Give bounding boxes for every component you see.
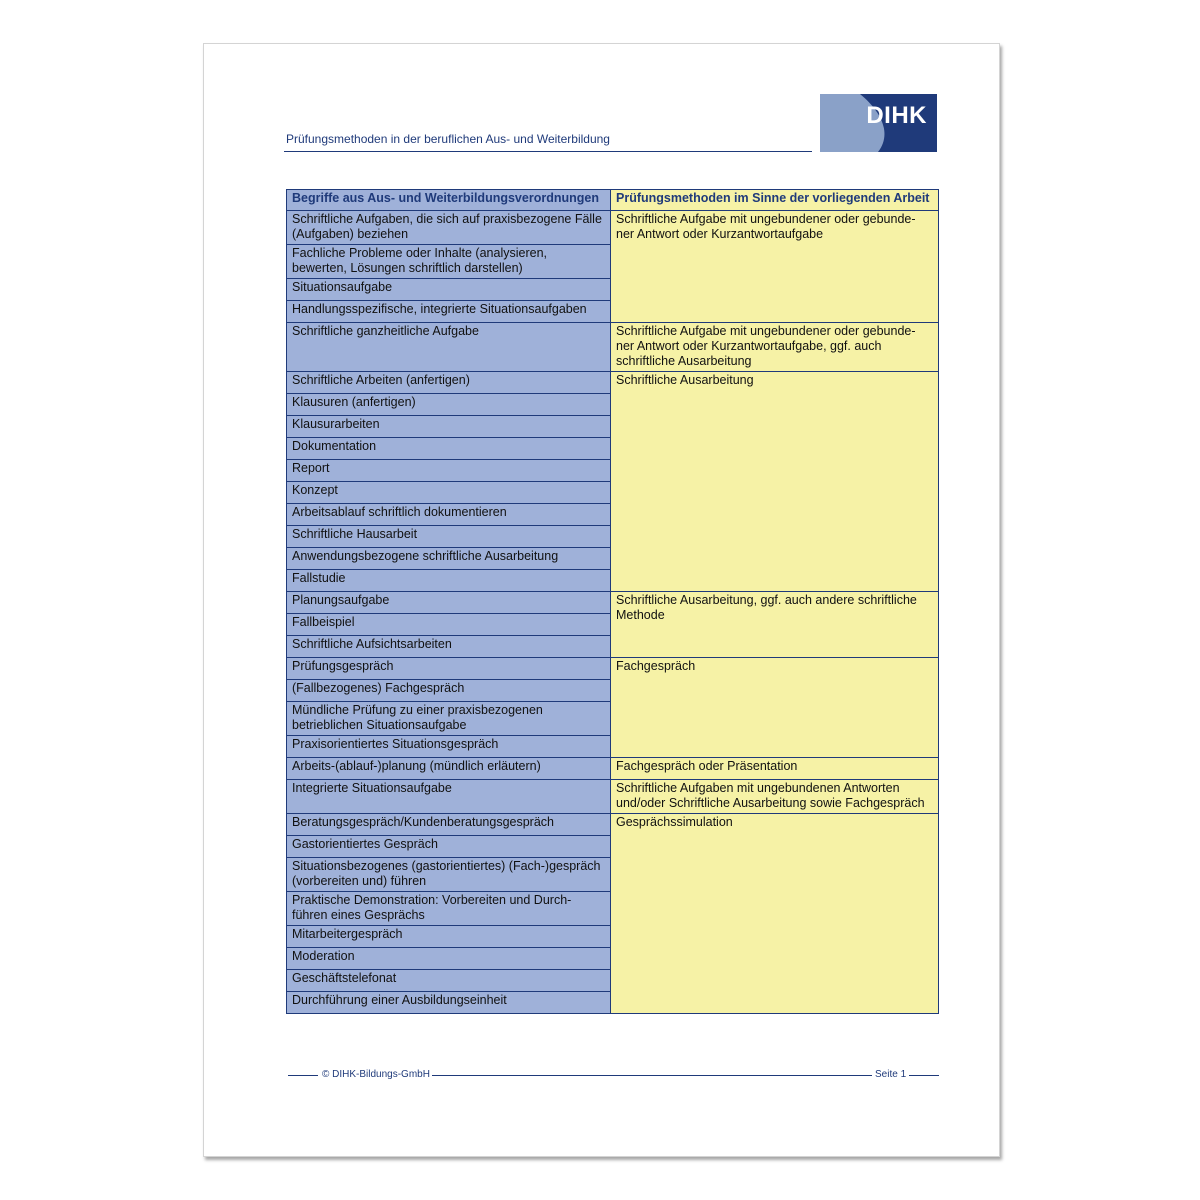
footer-rule-right <box>909 1075 939 1076</box>
method-cell: Schriftliche Aufgabe mit ungebundener oder gebunde-ner Antwort oder Kurzantwortaufgabe <box>611 211 939 323</box>
table-row <box>287 323 939 372</box>
method-cell: Fachgespräch <box>611 658 939 758</box>
column-header-terms: Begriffe aus Aus- und Weiterbildungsverordnungen <box>287 190 611 211</box>
term-cell: Gastorientiertes Gespräch <box>287 836 611 858</box>
term-cell: Moderation <box>287 948 611 970</box>
dihk-logo <box>820 94 937 152</box>
table-row <box>287 372 939 394</box>
term-cell: Report <box>287 460 611 482</box>
term-cell: Arbeitsablauf schriftlich dokumentieren <box>287 504 611 526</box>
term-cell: Integrierte Situationsaufgabe <box>287 780 611 814</box>
method-cell: Gesprächssimulation <box>611 814 939 1014</box>
term-cell: Schriftliche Aufsichtsarbeiten <box>287 636 611 658</box>
method-cell: Schriftliche Aufgaben mit ungebundenen Antworten und/oder Schriftliche Ausarbeitung sowie Fachgespräch <box>611 780 939 814</box>
table-row <box>287 780 939 814</box>
page-number: Seite 1 <box>875 1069 907 1080</box>
term-cell: Prüfungsgespräch <box>287 658 611 680</box>
term-cell: Schriftliche Hausarbeit <box>287 526 611 548</box>
term-cell: Klausuren (anfertigen) <box>287 394 611 416</box>
term-cell: Klausurarbeiten <box>287 416 611 438</box>
term-cell: Handlungsspezifische, integrierte Situationsaufgaben <box>287 301 611 323</box>
method-cell: Schriftliche Ausarbeitung, ggf. auch andere schriftliche Methode <box>611 592 939 658</box>
term-cell: Mitarbeitergespräch <box>287 926 611 948</box>
term-cell: Situationsaufgabe <box>287 279 611 301</box>
term-cell: Praktische Demonstration: Vorbereiten und Durch-führen eines Gesprächs <box>287 892 611 926</box>
footer-rule-left <box>288 1075 318 1076</box>
table-header-row <box>287 190 939 211</box>
term-cell: Beratungsgespräch/Kundenberatungsgespräch <box>287 814 611 836</box>
term-cell: Schriftliche Aufgaben, die sich auf praxisbezogene Fälle (Aufgaben) beziehen <box>287 211 611 245</box>
term-cell: Durchführung einer Ausbildungseinheit <box>287 992 611 1014</box>
term-cell: Arbeits-(ablauf-)planung (mündlich erläutern) <box>287 758 611 780</box>
method-cell: Fachgespräch oder Präsentation <box>611 758 939 780</box>
table-row <box>287 814 939 836</box>
term-cell: Dokumentation <box>287 438 611 460</box>
methods-table <box>286 189 939 1014</box>
term-cell: Fachliche Probleme oder Inhalte (analysieren, bewerten, Lösungen schriftlich darstellen) <box>287 245 611 279</box>
header-rule <box>284 151 812 152</box>
term-cell: Geschäftstelefonat <box>287 970 611 992</box>
term-cell: Fallbeispiel <box>287 614 611 636</box>
term-cell: Mündliche Prüfung zu einer praxisbezogenen betrieblichen Situationsaufgabe <box>287 702 611 736</box>
footer-copyright: © DIHK-Bildungs-GmbH <box>322 1069 430 1080</box>
table-row <box>287 592 939 614</box>
document-page <box>203 43 1000 1157</box>
table-row <box>287 758 939 780</box>
method-cell: Schriftliche Aufgabe mit ungebundener oder gebunde-ner Antwort oder Kurzantwortaufgabe, ggf. auch schriftliche Ausarbeitung <box>611 323 939 372</box>
logo-text: DIHK <box>866 102 927 129</box>
term-cell: Schriftliche ganzheitliche Aufgabe <box>287 323 611 372</box>
term-cell: (Fallbezogenes) Fachgespräch <box>287 680 611 702</box>
column-header-methods: Prüfungsmethoden im Sinne der vorliegenden Arbeit <box>611 190 939 211</box>
term-cell: Schriftliche Arbeiten (anfertigen) <box>287 372 611 394</box>
term-cell: Fallstudie <box>287 570 611 592</box>
table-row <box>287 211 939 245</box>
footer-rule-middle <box>432 1075 872 1076</box>
table-body <box>287 211 939 1014</box>
term-cell: Konzept <box>287 482 611 504</box>
term-cell: Anwendungsbezogene schriftliche Ausarbeitung <box>287 548 611 570</box>
term-cell: Praxisorientiertes Situationsgespräch <box>287 736 611 758</box>
page-title: Prüfungsmethoden in der beruflichen Aus- und Weiterbildung <box>286 132 610 146</box>
term-cell: Planungsaufgabe <box>287 592 611 614</box>
method-cell: Schriftliche Ausarbeitung <box>611 372 939 592</box>
table-row <box>287 658 939 680</box>
term-cell: Situationsbezogenes (gastorientiertes) (Fach-)gespräch (vorbereiten und) führen <box>287 858 611 892</box>
